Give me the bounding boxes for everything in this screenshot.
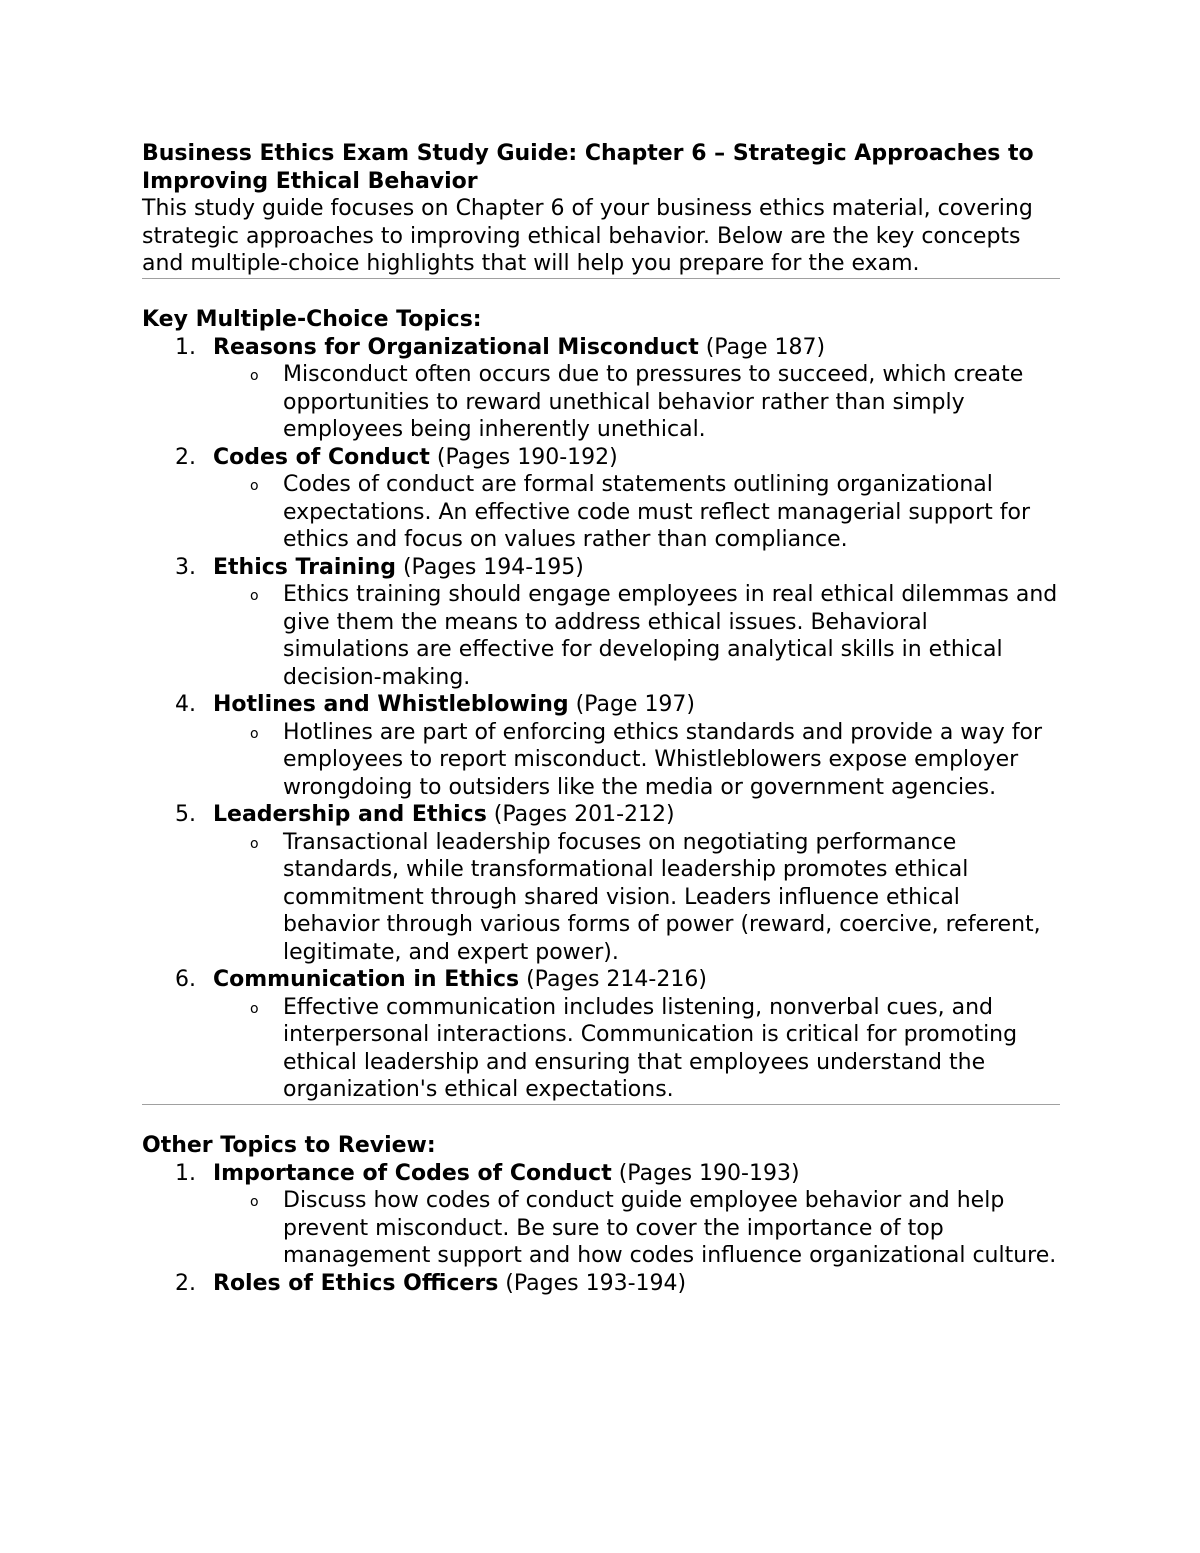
topic-bullet	[142, 1187, 1060, 1270]
topic-item	[142, 334, 1060, 444]
circle-bullet-icon: o	[250, 478, 259, 494]
circle-bullet-icon: o	[250, 725, 259, 742]
document-title: Business Ethics Exam Study Guide: Chapter 6 – Strategic Approaches to Improving Ethical Behavior	[142, 141, 1034, 194]
topic-bullet-list	[213, 471, 1060, 554]
topic-title: Leadership and Ethics	[213, 802, 487, 827]
circle-bullet-icon: o	[250, 588, 259, 604]
topic-item	[142, 966, 1060, 1104]
other-topics-heading: Other Topics to Review:	[142, 1133, 436, 1158]
topic-pages: (Page 187)	[698, 334, 826, 360]
key-topics-list	[142, 334, 1060, 1104]
topic-bullet	[142, 361, 1060, 444]
topic-bullet-text: Misconduct often occurs due to pressures to succeed, which create opportunities to reward unethical behavior rather than simply employees being inherently unethical.	[283, 362, 1024, 442]
topic-bullet-list	[213, 829, 1060, 967]
topic-title: Ethics Training	[213, 554, 396, 580]
topic-bullet	[142, 994, 1060, 1104]
topic-number: 2.	[175, 1270, 196, 1296]
topic-title: Reasons for Organizational Misconduct	[213, 334, 699, 360]
topic-pages: (Pages 201-212)	[486, 802, 675, 827]
topic-bullet-list	[213, 361, 1060, 444]
topic-bullet	[142, 719, 1060, 802]
topic-title: Hotlines and Whistleblowing	[213, 692, 569, 717]
topic-item	[142, 801, 1060, 966]
topic-bullet-text: Discuss how codes of conduct guide employee behavior and help prevent misconduct. Be sure to cover the importance of top management support and how codes influence organizational culture.	[283, 1188, 1057, 1268]
topic-bullet-text: Effective communication includes listening, nonverbal cues, and interpersonal interactions. Communication is critical for promoting ethical leadership and ensuring that employees understand the organization's ethical expectations.	[283, 994, 1018, 1102]
topic-number: 2.	[175, 444, 196, 470]
topic-pages: (Pages 214-216)	[519, 967, 707, 992]
topic-number: 5.	[175, 802, 196, 827]
blank-line	[142, 1105, 1060, 1133]
topic-title: Importance of Codes of Conduct	[213, 1160, 612, 1186]
topic-bullet-text: Hotlines are part of enforcing ethics standards and provide a way for employees to report misconduct. Whistleblowers expose employer wrongdoing to outsiders like the media or government agencies.	[283, 719, 1043, 800]
topic-bullet-list	[213, 581, 1060, 691]
topic-bullet	[142, 829, 1060, 967]
topic-pages: (Page 197)	[568, 692, 696, 717]
topic-bullet-list	[213, 1187, 1060, 1270]
topic-pages: (Pages 194-195)	[395, 554, 584, 580]
circle-bullet-icon: o	[250, 368, 259, 384]
topic-title: Roles of Ethics Officers	[213, 1270, 499, 1296]
topic-bullet-text: Codes of conduct are formal statements outlining organizational expectations. An effective code must reflect managerial support for ethics and focus on values rather than compliance.	[283, 472, 1031, 552]
topic-pages: (Pages 190-193)	[611, 1160, 800, 1186]
topic-number: 1.	[175, 334, 196, 360]
circle-bullet-icon: o	[250, 1000, 259, 1017]
topic-item	[142, 1270, 1060, 1298]
topic-item	[142, 691, 1060, 801]
key-topics-heading: Key Multiple-Choice Topics:	[142, 307, 482, 332]
topic-number: 6.	[175, 967, 196, 992]
topic-item	[142, 444, 1060, 554]
blank-line	[142, 279, 1060, 307]
topic-bullet	[142, 581, 1060, 691]
topic-number: 1.	[175, 1160, 196, 1186]
topic-bullet-text: Transactional leadership focuses on negotiating performance standards, while transformational leadership promotes ethical commitment through shared vision. Leaders influence ethical behavior through various forms of power (reward, coercive, referent, legitimate, and expert power).	[283, 829, 1041, 965]
other-topics-list	[142, 1160, 1060, 1298]
topic-number: 3.	[175, 554, 196, 580]
topic-pages: (Pages 190-192)	[429, 444, 618, 470]
topic-bullet-list	[213, 994, 1060, 1104]
circle-bullet-icon: o	[250, 835, 259, 852]
document-intro: This study guide focuses on Chapter 6 of your business ethics material, covering strategic approaches to improving ethical behavior. Below are the key concepts and multiple-choice highlights that will help you prepare for the exam.	[142, 196, 1033, 276]
topic-item	[142, 1160, 1060, 1270]
topic-title: Communication in Ethics	[213, 967, 520, 992]
topic-title: Codes of Conduct	[213, 444, 430, 470]
topic-number: 4.	[175, 692, 196, 717]
topic-pages: (Pages 193-194)	[498, 1270, 687, 1296]
circle-bullet-icon: o	[250, 1194, 259, 1210]
topic-item	[142, 554, 1060, 692]
topic-bullet-list	[213, 719, 1060, 802]
study-guide-page	[142, 140, 1060, 1297]
topic-bullet	[142, 471, 1060, 554]
topic-bullet-text: Ethics training should engage employees in real ethical dilemmas and give them the means to address ethical issues. Behavioral simulations are effective for developing analytical skills in ethical decision-making.	[283, 582, 1058, 690]
